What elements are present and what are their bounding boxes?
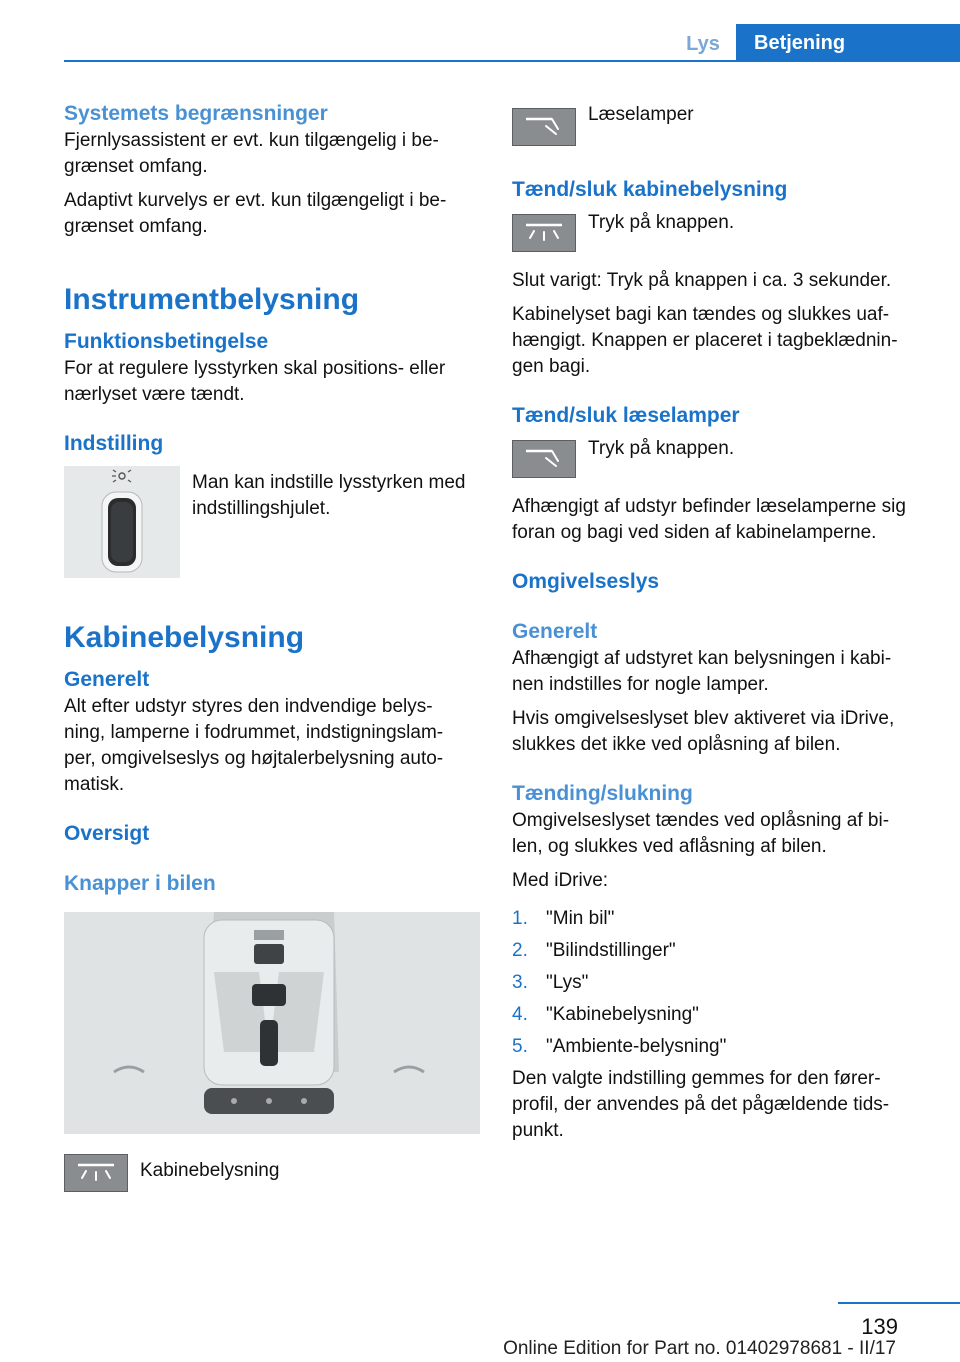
- idrive-steps-list: [512, 906, 932, 1060]
- indstilling-row: [64, 466, 482, 578]
- kabine-icon-row: [64, 1154, 482, 1192]
- heading-generelt-2: Generelt: [512, 620, 598, 643]
- laese-icon-label: Læselamper: [588, 104, 694, 125]
- list-item: [512, 938, 932, 964]
- heading-indstilling: Indstilling: [64, 432, 164, 455]
- para-limits-2: Adaptivt kurvelys er evt. kun tilgængeligt i be- grænset omfang.: [64, 190, 447, 237]
- heading-instrument: Instrumentbelysning: [64, 283, 360, 316]
- reading-light-icon-2: [512, 440, 576, 478]
- heading-taend-kabine: Tænd/sluk kabinebelysning: [512, 178, 788, 201]
- cabin-light-icon-2: [512, 214, 576, 252]
- list-item: [512, 1034, 932, 1060]
- para-gemmes: Den valgte indstilling gemmes for den fører- profil, der anvendes på det pågældende tids- punkt.: [512, 1068, 890, 1141]
- laese-icon-row: [512, 104, 932, 146]
- heading-taend-laese: Tænd/sluk læselamper: [512, 404, 740, 427]
- left-column: [64, 100, 482, 1192]
- step-text: "Lys": [546, 972, 589, 993]
- taend-laese-row: [512, 440, 932, 478]
- reading-light-icon: [512, 108, 576, 146]
- step-number: 1.: [512, 908, 528, 929]
- para-idrive: Med iDrive:: [512, 870, 609, 891]
- kabine-icon-label: Kabinebelysning: [140, 1160, 280, 1181]
- step-number: 5.: [512, 1036, 528, 1057]
- para-kabinelys: Kabinelyset bagi kan tændes og slukkes uaf- hængigt. Knappen er placeret i tagbeklædnin- gen bagi.: [512, 304, 898, 377]
- cabin-light-icon: [64, 1154, 128, 1192]
- step-number: 2.: [512, 940, 528, 961]
- step-text: "Bilindstillinger": [546, 940, 676, 961]
- para-afhaengigt: Afhængigt af udstyr befinder læselamperne sig foran og bagi ved siden af kabinelamperne.: [512, 496, 906, 543]
- para-generelt-2b: Hvis omgivelseslyset blev aktiveret via iDrive, slukkes det ikke ved oplåsning af bilen.: [512, 708, 895, 755]
- heading-funktion: Funktionsbetingelse: [64, 330, 269, 353]
- footer-rule: [838, 1302, 960, 1304]
- list-item: [512, 906, 932, 932]
- heading-omgivelses: Omgivelseslys: [512, 570, 660, 593]
- para-generelt: Alt efter udstyr styres den indvendige belys- ning, lamperne i fodrummet, indstigningslam- per, omgivelseslys og højtalerbelysning auto- matisk.: [64, 696, 444, 795]
- para-taending: Omgivelseslyset tændes ved oplåsning af bi- len, og slukkes ved aflåsning af bilen.: [512, 810, 890, 857]
- taend-laese-text: Tryk på knappen.: [588, 438, 735, 459]
- tab-chapter: Betjening: [736, 24, 960, 62]
- step-text: "Kabinebelysning": [546, 1004, 699, 1025]
- heading-taending: Tænding/slukning: [512, 782, 693, 805]
- roof-console-image: [64, 912, 480, 1134]
- dimmer-wheel-image: [64, 466, 180, 578]
- para-slut: Slut varigt: Tryk på knappen i ca. 3 sekunder.: [512, 270, 892, 291]
- taend-kabine-row: [512, 214, 932, 252]
- step-text: "Ambiente-belysning": [546, 1036, 727, 1057]
- right-column: [512, 100, 932, 1144]
- heading-limits: Systemets begrænsninger: [64, 102, 328, 125]
- list-item: [512, 1002, 932, 1028]
- page-number: 139: [861, 1314, 898, 1339]
- heading-knapper: Knapper i bilen: [64, 872, 216, 895]
- step-number: 4.: [512, 1004, 528, 1025]
- heading-oversigt: Oversigt: [64, 822, 150, 845]
- tab-section: Lys: [686, 33, 720, 55]
- para-limits-1: Fjernlysassistent er evt. kun tilgængelig i be- grænset omfang.: [64, 130, 439, 177]
- heading-kabine: Kabinebelysning: [64, 621, 305, 654]
- indstilling-text: Man kan indstille lysstyrken med indstillingshjulet.: [192, 472, 466, 519]
- para-funktion: For at regulere lysstyrken skal positions- eller nærlyset være tændt.: [64, 358, 446, 405]
- step-number: 3.: [512, 972, 528, 993]
- list-item: [512, 970, 932, 996]
- edition-note: Online Edition for Part no. 01402978681 - II/17: [503, 1338, 896, 1359]
- taend-kabine-text: Tryk på knappen.: [588, 212, 735, 233]
- step-text: "Min bil": [546, 908, 615, 929]
- heading-generelt: Generelt: [64, 668, 150, 691]
- para-generelt-2a: Afhængigt af udstyret kan belysningen i kabi- nen indstilles for nogle lamper.: [512, 648, 892, 695]
